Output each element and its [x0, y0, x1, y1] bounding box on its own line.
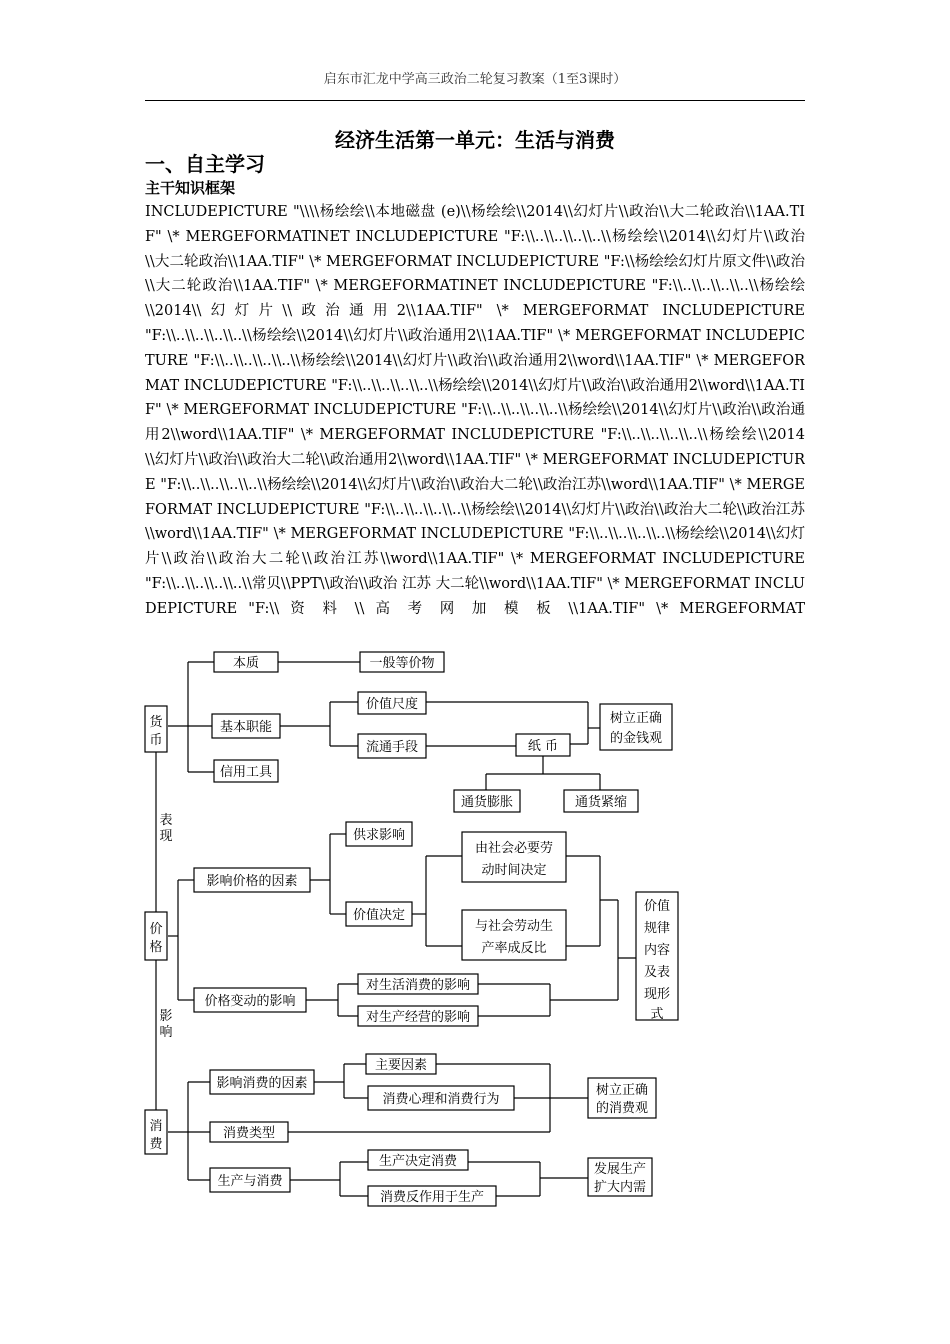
- price-box: 价: [149, 922, 163, 937]
- supply-demand-box: 供求影响: [352, 828, 406, 843]
- expression-label: 表: [159, 813, 173, 828]
- field-code-paragraph: INCLUDEPICTURE "\\\\杨绘绘\\本地磁盘 (e)\\杨绘绘\\2014\\幻灯片\\政治\\大二轮政治\\1AA.TIF" \* MERGEFORMATINET INCLUDEPICTURE "F:\\..\\..\\..\\..\\杨绘绘\\2014\\幻灯片\\政治\\大二轮政治\\1AA.TIF" \* MERGEFORMAT INCLUDEPICTURE "F:\\杨绘绘幻灯片原文件\\政治\\大二轮政治\\1AA.TIF" \* MERGEFORMATINET INCLUDEPICTURE "F:\\..\\..\\..\\..\\杨绘绘\\2014\\幻灯片\\政治通用2\\1AA.TIF" \* MERGEFORMAT INCLUDEPICTURE "F:\\..\\..\\..\\..\\杨绘绘\\2014\\幻灯片\\政治通用2\\1AA.TIF" \* MERGEFORMAT INCLUDEPICTURE "F:\\..\\..\\..\\..\\杨绘绘\\2014\\幻灯片\\政治\\政治通用2\\word\\1AA.TIF" \* MERGEFORMAT INCLUDEPICTURE "F:\\..\\..\\..\\..\\杨绘绘\\2014\\幻灯片\\政治\\政治通用2\\word\\1AA.TIF" \* MERGEFORMAT INCLUDEPICTURE "F:\\..\\..\\..\\..\\杨绘绘\\2014\\幻灯片\\政治\\政治通用2\\word\\1AA.TIF" \* MERGEFORMAT INCLUDEPICTURE "F:\\..\\..\\..\\..\\杨绘绘\\2014\\幻灯片\\政治\\政治大二轮\\政治通用2\\word\\1AA.TIF" \* MERGEFORMAT INCLUDEPICTURE "F:\\..\\..\\..\\..\\杨绘绘\\2014\\幻灯片\\政治\\政治大二轮\\政治江苏\\word\\1AA.TIF" \* MERGEFORMAT INCLUDEPICTURE "F:\\..\\..\\..\\..\\杨绘绘\\2014\\幻灯片\\政治\\政治大二轮\\政治江苏\\word\\1AA.TIF" \* MERGEFORMAT INCLUDEPICTURE "F:\\..\\..\\..\\..\\杨绘绘\\2014\\幻灯片\\政治\\政治大二轮\\政治江苏\\word\\1AA.TIF" \* MERGEFORMAT INCLUDEPICTURE "F:\\..\\..\\..\\..\\常贝\\PPT\\政治\\政治 江苏 大二轮\\word\\1AA.TIF" \* MERGEFORMAT INCLUDEPICTURE "F:\\ 资 料 \\ 高 考 网 加 模 板 \\1AA.TIF" \* MERGEFORMAT: [145, 204, 805, 617]
- consumption-box: 费: [149, 1137, 163, 1152]
- price-factors-box: 影响价格的因素: [206, 874, 298, 889]
- value-measure-box: 价值尺度: [365, 697, 419, 712]
- productivity-box: 产率成反比: [481, 941, 547, 956]
- value-law-box: 式: [650, 1007, 664, 1022]
- value-determines-box: 价值决定: [352, 908, 406, 923]
- page-title: 经济生活第一单元：生活与消费: [335, 128, 615, 152]
- influence-label: 影: [159, 1009, 173, 1024]
- production-determines-box: 生产决定消费: [378, 1154, 458, 1169]
- production-consumption-box: 生产与消费: [217, 1174, 283, 1189]
- money-box: 货: [149, 715, 163, 730]
- consumption-factors-box: 影响消费的因素: [216, 1076, 308, 1091]
- productivity-box: 与社会劳动生: [474, 919, 554, 934]
- price-change-effect-box: 价格变动的影响: [204, 994, 296, 1009]
- inflation-box: 通货膨胀: [460, 795, 514, 810]
- production-effect-box: 对生产经营的影响: [365, 1010, 471, 1025]
- subsection-heading: 主干知识框架: [145, 179, 236, 197]
- general-equivalent-box: 一般等价物: [369, 656, 435, 671]
- consumption-box: 消: [149, 1119, 163, 1134]
- consumption-reacts-box: 消费反作用于生产: [379, 1190, 485, 1205]
- correct-consumption-view-box: 的消费观: [595, 1101, 649, 1116]
- main-factors-box: 主要因素: [374, 1058, 428, 1073]
- influence-label: 响: [159, 1025, 173, 1040]
- expression-label: 现: [159, 829, 173, 844]
- labor-time-box: 动时间决定: [481, 863, 547, 878]
- expand-demand-box: 扩大内需: [593, 1180, 647, 1195]
- essence-box: 本质: [232, 656, 260, 671]
- correct-consumption-view-box: 树立正确: [595, 1083, 649, 1098]
- credit-tools-box: 信用工具: [219, 765, 273, 780]
- basic-functions-box: 基本职能: [219, 720, 273, 735]
- value-law-box: 规律: [643, 921, 671, 936]
- diagram-boxes: [145, 652, 678, 1206]
- correct-money-view-box: 的金钱观: [609, 731, 663, 746]
- labor-time-box: 由社会必要劳: [474, 841, 554, 856]
- psychology-behavior-box: 消费心理和消费行为: [382, 1092, 500, 1107]
- money-box: 币: [149, 733, 163, 748]
- expand-demand-box: 发展生产: [593, 1162, 647, 1177]
- correct-money-view-box: 树立正确: [609, 711, 663, 726]
- life-consumption-effect-box: 对生活消费的影响: [365, 978, 471, 993]
- value-law-box: 现形: [643, 987, 671, 1002]
- value-law-box: 及表: [643, 965, 671, 980]
- consumption-types-box: 消费类型: [222, 1126, 276, 1141]
- section-heading: 一、自主学习: [145, 152, 265, 176]
- value-law-box: 价值: [643, 899, 671, 914]
- price-box: 格: [149, 940, 163, 955]
- deflation-box: 通货紧缩: [574, 795, 628, 810]
- value-law-box: 内容: [643, 943, 671, 958]
- paper-money-box: 纸 币: [527, 739, 559, 754]
- page-header: 启东市汇龙中学高三政治二轮复习教案（1至3课时）: [323, 72, 627, 87]
- circulation-means-box: 流通手段: [365, 740, 419, 755]
